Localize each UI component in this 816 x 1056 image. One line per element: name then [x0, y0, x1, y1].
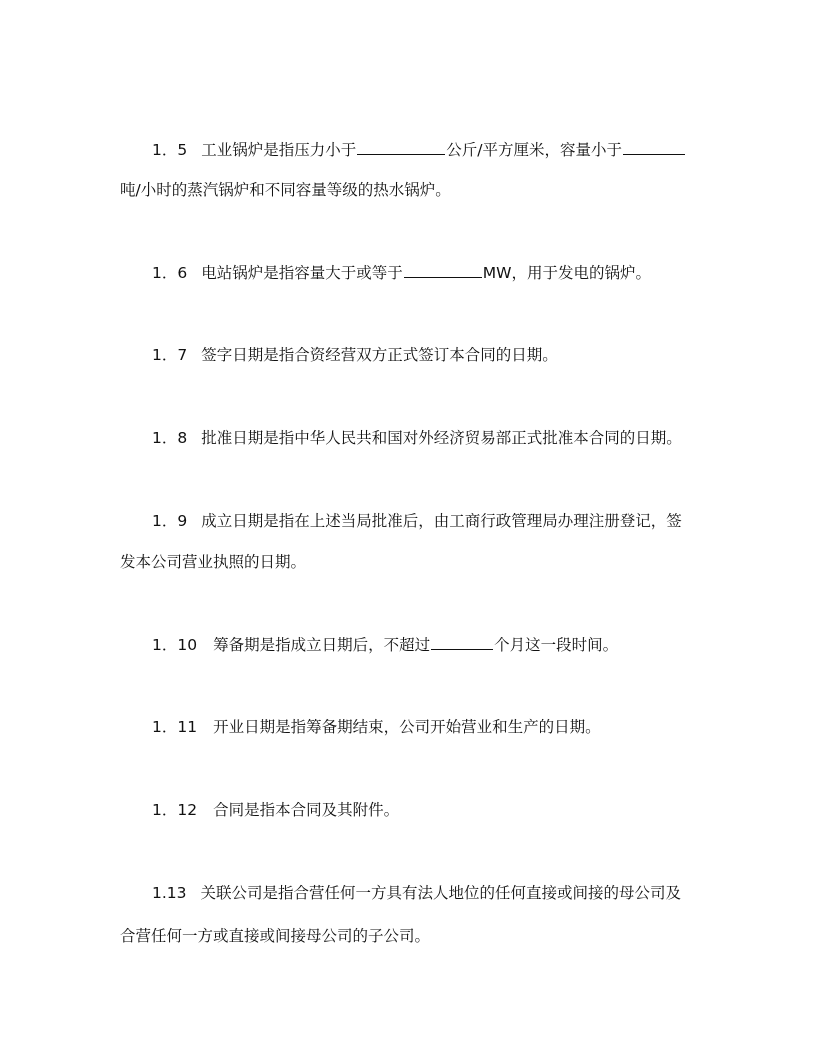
clause-1-9-line-1: [152, 511, 816, 531]
clause-number: 1．7: [152, 346, 188, 364]
fill-in-blank-capacity[interactable]: [623, 139, 685, 155]
clause-1-8: [152, 428, 816, 448]
clause-1-10: [152, 634, 816, 655]
clause-text: 工业锅炉是指压力小于: [201, 141, 357, 159]
clause-text: 个月这一段时间。: [494, 636, 619, 654]
clause-1-13-line-1: [152, 883, 816, 903]
clause-1-7: [152, 345, 816, 365]
clause-text: 关联公司是指合营任何一方具有法人地位的任何直接或间接的母公司及: [200, 884, 682, 902]
fill-in-blank-mw[interactable]: [404, 262, 482, 278]
clause-text: 电站锅炉是指容量大于或等于: [201, 264, 403, 282]
clause-text: 成立日期是指在上述当局批准后，由工商行政管理局办理注册登记，签: [201, 512, 682, 530]
clause-text: 公斤/平方厘米，容量小于: [446, 141, 622, 159]
clause-text: 筹备期是指成立日期后，不超过: [213, 636, 431, 654]
clause-number: 1．5: [152, 141, 188, 159]
clause-1-6: [152, 262, 816, 283]
clause-1-5-line-2: 吨/小时的蒸汽锅炉和不同容量等级的热水锅炉。: [120, 181, 451, 199]
clause-1-12: [152, 800, 816, 820]
clause-1-9-line-2: 发本公司营业执照的日期。: [120, 553, 307, 571]
clause-number: 1．11: [152, 718, 198, 736]
clause-text: 开业日期是指筹备期结束，公司开始营业和生产的日期。: [213, 718, 601, 736]
fill-in-blank-months[interactable]: [431, 634, 493, 650]
clause-number: 1．8: [152, 429, 188, 447]
clause-text: 签字日期是指合资经营双方正式签订本合同的日期。: [201, 346, 558, 364]
clause-number: 1．12: [152, 801, 198, 819]
fill-in-blank-pressure[interactable]: [357, 139, 445, 155]
clause-1-5-line-1: [152, 139, 816, 160]
clause-1-13-line-2: 合营任何一方或直接或间接母公司的子公司。: [120, 927, 431, 945]
clause-number: 1．6: [152, 264, 188, 282]
clause-number: 1.13: [152, 884, 187, 902]
clause-1-11: [152, 717, 816, 737]
clause-text: MW，用于发电的锅炉。: [482, 264, 651, 282]
clause-number: 1．9: [152, 512, 188, 530]
clause-number: 1．10: [152, 636, 198, 654]
clause-text: 批准日期是指中华人民共和国对外经济贸易部正式批准本合同的日期。: [201, 429, 682, 447]
clause-text: 合同是指本合同及其附件。: [213, 801, 400, 819]
